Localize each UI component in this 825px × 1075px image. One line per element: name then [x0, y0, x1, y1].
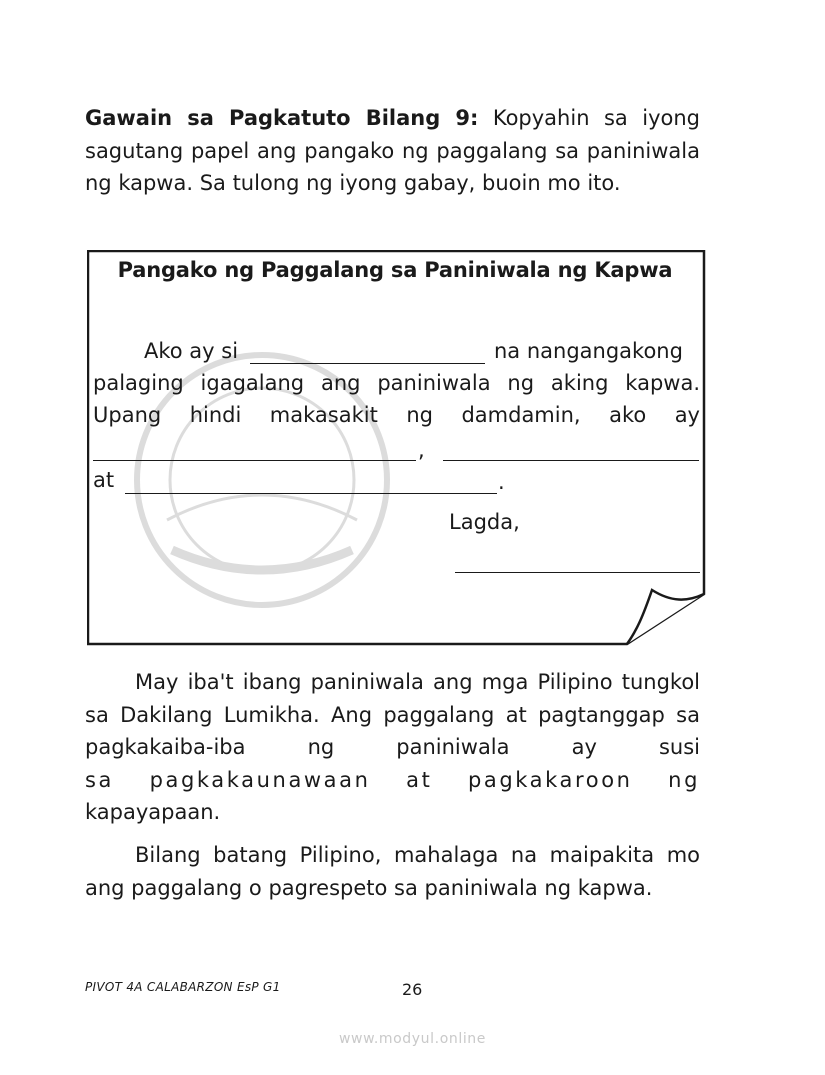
pledge-line5-start: at: [93, 468, 115, 492]
activity-paragraph: [85, 102, 700, 200]
action-blank-2: [443, 460, 699, 461]
paragraph1-spaced-line: sa pagkakaunawaan at pagkakaroon ng: [85, 767, 700, 792]
pledge-line1-end: na nangangakong: [494, 339, 683, 363]
name-blank: [250, 363, 485, 364]
activity-instructions: Kopyahin sa iyong sagutang papel ang pangako ng paggalang sa paniniwala ng kapwa. Sa tulong ng iyong gabay, buoin mo ito.: [85, 106, 700, 195]
activity-label: Gawain sa Pagkatuto Bilang 9:: [85, 106, 479, 130]
watermark: www.modyul.online: [338, 1031, 486, 1047]
body-paragraph-2: Bilang batang Pilipino, mahalaga na maipakita mo ang paggalang o pagrespeto sa paniniwala ng kapwa.: [85, 843, 700, 900]
signature-label: Lagda,: [449, 510, 520, 534]
pledge-line2: palaging igagalang ang paniniwala ng aking kapwa.: [93, 371, 700, 395]
pledge-title: Pangako ng Paggalang sa Paniniwala ng Kapwa: [117, 258, 673, 282]
signature-blank: [455, 572, 700, 573]
action-blank-1: [93, 460, 416, 461]
stamp-seal-icon: [112, 320, 412, 620]
period: .: [498, 470, 505, 494]
comma: ,: [418, 438, 425, 462]
paragraph1-end: kapayapaan.: [85, 800, 221, 824]
curled-corner-icon: [627, 590, 704, 644]
footer-label: PIVOT 4A CALABARZON EsP G1: [85, 980, 281, 994]
pledge-line1-start: Ako ay si: [144, 339, 239, 363]
page-number: 26: [402, 980, 423, 999]
body-paragraph-1: [85, 666, 700, 829]
pledge-box: [87, 250, 703, 643]
paragraph1-text: May iba't ibang paniniwala ang mga Pilipino tungkol sa Dakilang Lumikha. Ang paggalang at pagtanggap sa pagkakaiba-iba ng paniniwala ay susi: [85, 670, 700, 759]
action-blank-3: [125, 493, 497, 494]
pledge-line3: Upang hindi makasakit ng damdamin, ako ay: [93, 403, 700, 427]
